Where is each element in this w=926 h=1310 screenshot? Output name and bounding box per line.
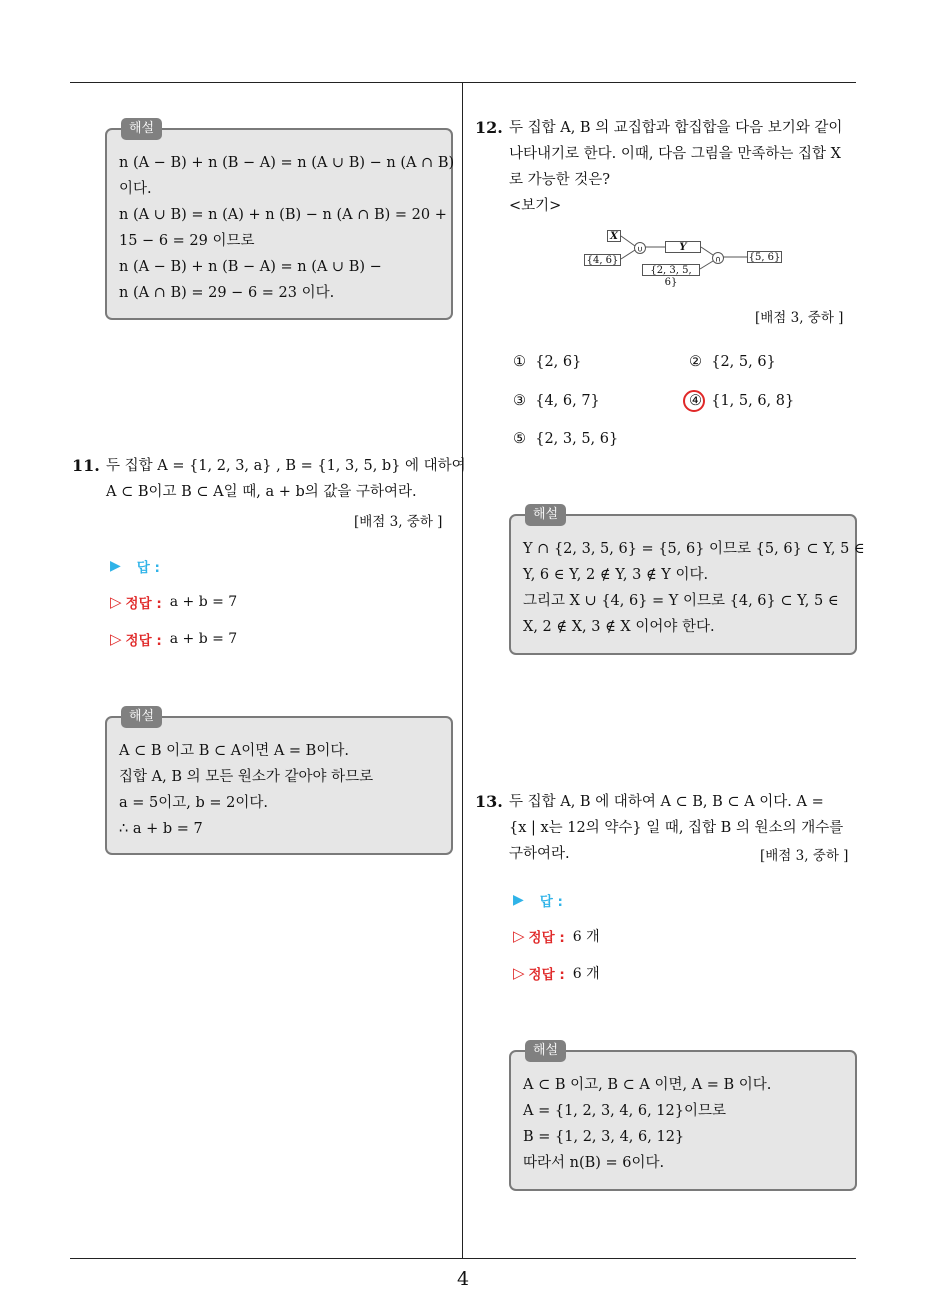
correct-answer-row <box>110 592 237 612</box>
correct-label: 정답 : <box>125 596 162 612</box>
choice-1[interactable] <box>513 354 581 370</box>
intersection-operator: ∩ <box>715 254 721 264</box>
solution-line: A ⊂ B 이고 B ⊂ A이면 A = B이다. <box>119 743 349 759</box>
solution-box-q10 <box>105 121 455 320</box>
solution-line: 15 − 6 = 29 이므로 <box>119 233 255 249</box>
open-triangle-icon: ▷ <box>513 964 525 982</box>
diagram-input-box: {4, 6} <box>584 254 621 266</box>
diagram-output-box: {5, 6} <box>748 252 781 263</box>
solution-tag: 해설 <box>121 706 162 728</box>
top-rule <box>70 82 856 83</box>
diagram-x-box: X <box>607 230 621 242</box>
question-line: 두 집합 A, B 의 교집합과 합집합을 다음 보기와 같이 <box>509 120 843 136</box>
correct-label: 정답 : <box>528 967 565 983</box>
question-number: 11. <box>72 456 100 475</box>
choice-3[interactable] <box>513 393 600 409</box>
choice-text: {1, 5, 6, 8} <box>711 393 795 409</box>
question-line: 나타내기로 한다. 이때, 다음 그림을 만족하는 집합 X <box>509 146 841 162</box>
question-line: <보기> <box>509 198 562 214</box>
score-meta: [배점 3, 중하 ] <box>354 514 443 530</box>
choice-number: ① <box>513 354 526 370</box>
solution-line: B = {1, 2, 3, 4, 6, 12} <box>523 1129 685 1145</box>
solution-line: 이다. <box>119 181 152 197</box>
open-triangle-icon: ▷ <box>110 593 122 611</box>
bottom-rule <box>70 1258 856 1259</box>
question-line: 두 집합 A, B 에 대하여 A ⊂ B, B ⊂ A 이다. A = <box>509 794 824 810</box>
solution-tag: 해설 <box>121 118 162 140</box>
choice-text: {4, 6, 7} <box>535 393 600 409</box>
correct-value: a + b = 7 <box>169 594 238 610</box>
answer-label: 답 : <box>539 894 563 910</box>
question-line: 두 집합 A = {1, 2, 3, a} , B = {1, 3, 5, b} 에 대하여 <box>106 458 466 474</box>
solution-line: Y, 6 ∈ Y, 2 ∉ Y, 3 ∉ Y 이다. <box>523 567 709 583</box>
choice-number: ② <box>689 354 702 370</box>
correct-answer-row <box>110 629 237 649</box>
choice-text: {2, 5, 6} <box>711 354 776 370</box>
solution-line: 그리고 X ∪ {4, 6} = Y 이므로 {4, 6} ⊂ Y, 5 ∈ <box>523 593 839 609</box>
choice-5[interactable] <box>513 431 618 447</box>
correct-label: 정답 : <box>125 633 162 649</box>
correct-value: 6 개 <box>572 929 600 945</box>
choice-4[interactable] <box>689 393 794 409</box>
solution-line: n (A − B) + n (B − A) = n (A ∪ B) − <box>119 259 382 275</box>
union-operator: ∪ <box>637 244 643 254</box>
choice-text: {2, 6} <box>535 354 582 370</box>
question-line: A ⊂ B이고 B ⊂ A일 때, a + b의 값을 구하여라. <box>106 484 417 500</box>
question-text <box>509 115 859 219</box>
question-number: 13. <box>475 792 503 811</box>
score-meta: [배점 3, 중하 ] <box>760 848 849 864</box>
solution-box-q12 <box>509 507 865 655</box>
choice-number: ⑤ <box>513 431 526 447</box>
solution-line: X, 2 ∉ X, 3 ∉ X 이어야 한다. <box>523 619 715 635</box>
solution-tag: 해설 <box>525 504 566 526</box>
correct-value: a + b = 7 <box>169 631 238 647</box>
solution-line: n (A ∪ B) = n (A) + n (B) − n (A ∩ B) = 20 + <box>119 207 447 223</box>
diagram-y-box: Y <box>665 241 701 253</box>
answer-label: 답 : <box>136 560 160 576</box>
diagram-input-box: {2, 3, 5, 6} <box>642 264 700 276</box>
solution-line: 따라서 n(B) = 6이다. <box>523 1155 665 1171</box>
question-line: 구하여라. <box>509 846 570 862</box>
page-number: 4 <box>456 1268 470 1290</box>
correct-label: 정답 : <box>528 930 565 946</box>
choice-number: ③ <box>513 393 526 409</box>
question-text <box>106 453 466 505</box>
solution-box-q11 <box>105 709 453 855</box>
answer-input-row[interactable] <box>513 890 563 910</box>
correct-answer-row <box>513 963 600 983</box>
choice-number: ④ <box>689 393 702 409</box>
correct-answer-row <box>513 926 600 946</box>
score-meta: [배점 3, 중하 ] <box>755 310 844 326</box>
question-line: 로 가능한 것은? <box>509 172 611 188</box>
set-operation-diagram <box>583 227 783 288</box>
choice-text: {2, 3, 5, 6} <box>535 431 619 447</box>
solution-line: 집합 A, B 의 모든 원소가 같아야 하므로 <box>119 769 374 785</box>
question-number: 12. <box>475 118 503 137</box>
solution-tag: 해설 <box>525 1040 566 1062</box>
answer-input-row[interactable] <box>110 556 160 576</box>
solution-line: A = {1, 2, 3, 4, 6, 12}이므로 <box>523 1103 726 1119</box>
solution-line: a = 5이고, b = 2이다. <box>119 795 268 811</box>
open-triangle-icon: ▷ <box>110 630 122 648</box>
solution-line: ∴ a + b = 7 <box>119 821 203 837</box>
choice-2[interactable] <box>689 354 776 370</box>
play-icon: ▶ <box>110 558 121 574</box>
question-line: {x | x는 12의 약수} 일 때, 집합 B 의 원소의 개수를 <box>509 820 844 836</box>
column-divider <box>462 82 463 1259</box>
solution-box-q13 <box>509 1043 857 1191</box>
open-triangle-icon: ▷ <box>513 927 525 945</box>
solution-line: n (A − B) + n (B − A) = n (A ∪ B) − n (A ∩ B) <box>119 155 455 171</box>
play-icon: ▶ <box>513 892 524 908</box>
solution-line: n (A ∩ B) = 29 − 6 = 23 이다. <box>119 285 335 301</box>
solution-line: Y ∩ {2, 3, 5, 6} = {5, 6} 이므로 {5, 6} ⊂ Y, 5 ∈ <box>523 541 865 557</box>
correct-value: 6 개 <box>572 966 600 982</box>
solution-line: A ⊂ B 이고, B ⊂ A 이면, A = B 이다. <box>523 1077 772 1093</box>
